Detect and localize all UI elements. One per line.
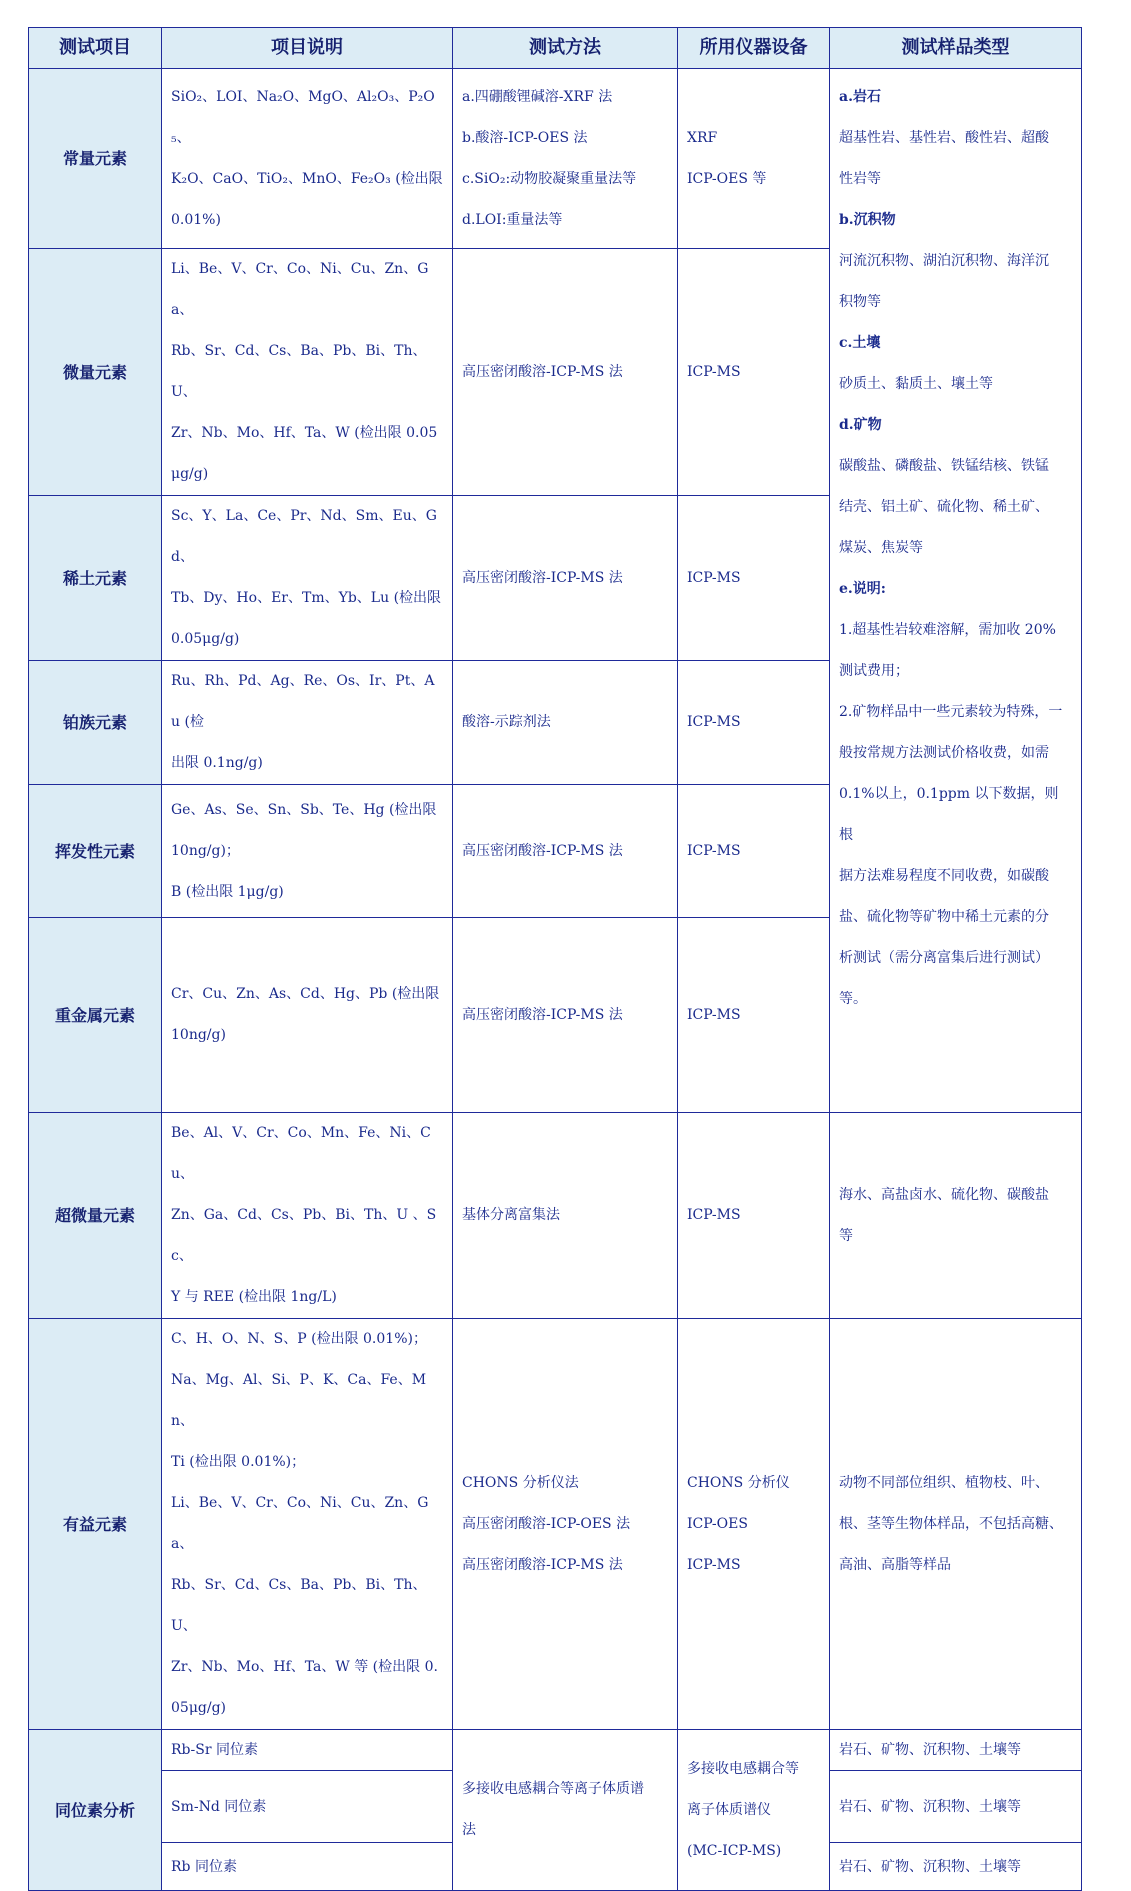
method-rare-earth (453, 496, 678, 661)
desc-line: Ru、Rh、Pd、Ag、Re、Os、Ir、Pt、Au (检 (171, 673, 435, 730)
method-line: 高压密闭酸溶-ICP-MS 法 (462, 1006, 623, 1023)
desc-line: K₂O、CaO、TiO₂、MnO、Fe₂O₃ (检出限 (171, 170, 443, 187)
samples-ultra-trace (830, 1113, 1082, 1319)
sample-category-text: 砂质土、黏质土、壤土等 (839, 376, 993, 392)
sample-category-text: 据方法难易程度不同收费，如碳酸 (839, 868, 1049, 884)
desc-beneficial (162, 1319, 453, 1730)
item-ultra-trace: 超微量元素 (29, 1113, 162, 1319)
sample-category-text: 煤炭、焦炭等 (839, 540, 923, 556)
table-row-beneficial (29, 1319, 1082, 1730)
instrument-line: ICP-MS (687, 363, 741, 380)
item-trace-elements: 微量元素 (29, 249, 162, 496)
samples-line: 等 (839, 1227, 853, 1244)
instrument-ultra-trace (678, 1113, 830, 1319)
item-volatile: 挥发性元素 (29, 785, 162, 918)
table-row-major-elements (29, 69, 1082, 249)
header-sample-type: 测试样品类型 (830, 28, 1082, 69)
sample-category-heading: d.矿物 (839, 417, 882, 433)
method-major-elements (453, 69, 678, 249)
method-line: d.LOI:重量法等 (462, 211, 563, 228)
header-description: 项目说明 (162, 28, 453, 69)
sample-category-text: 2.矿物样品中一些元素较为特殊，一 (839, 704, 1063, 720)
method-line: c.SiO₂:动物胶凝聚重量法等 (462, 170, 637, 187)
instrument-line: ICP-OES 等 (687, 170, 767, 187)
sample-category-text: 碳酸盐、磷酸盐、铁锰结核、铁锰 (839, 458, 1049, 474)
item-platinum-group: 铂族元素 (29, 661, 162, 785)
sample-category-text: 超基性岩、基性岩、酸性岩、超酸 (839, 130, 1049, 146)
desc-line: Zr、Nb、Mo、Hf、Ta、W (检出限 0.05μg/g) (171, 425, 438, 482)
isotope-samples: 岩石、矿物、沉积物、土壤等 (830, 1843, 1082, 1891)
desc-line: Zr、Nb、Mo、Hf、Ta、W 等 (检出限 0.05μg/g) (171, 1659, 438, 1716)
sample-category-text: 等。 (839, 991, 867, 1007)
header-method: 测试方法 (453, 28, 678, 69)
sample-category-text: 0.1%以上，0.1ppm 以下数据，则根 (839, 786, 1059, 843)
item-heavy-metals: 重金属元素 (29, 918, 162, 1113)
sample-category-heading: e.说明: (839, 581, 886, 597)
isotope-subitem: Rb 同位素 (162, 1843, 453, 1891)
desc-major-elements (162, 69, 453, 249)
instrument-beneficial (678, 1319, 830, 1730)
method-line: 高压密闭酸溶-ICP-MS 法 (462, 1556, 623, 1573)
samples-line: 海水、高盐卤水、硫化物、碳酸盐 (839, 1186, 1049, 1203)
sample-category-text: 结壳、铝土矿、硫化物、稀土矿、 (839, 499, 1049, 515)
desc-line: Rb、Sr、Cd、Cs、Ba、Pb、Bi、Th、U、 (171, 1577, 427, 1634)
method-line: 高压密闭酸溶-ICP-MS 法 (462, 842, 623, 859)
method-line: 基体分离富集法 (462, 1207, 560, 1223)
instrument-line: ICP-MS (687, 569, 741, 586)
desc-line: 10ng/g) (171, 1027, 226, 1043)
table-row-isotope-rb-sr (29, 1730, 1082, 1771)
desc-line: Ge、As、Se、Sn、Sb、Te、Hg (检出限 10ng/g)； (171, 801, 437, 859)
method-line: 酸溶-示踪剂法 (462, 714, 551, 730)
desc-line: Cr、Cu、Zn、As、Cd、Hg、Pb (检出限 (171, 986, 440, 1002)
desc-line: Na、Mg、Al、Si、P、K、Ca、Fe、Mn、 (171, 1372, 427, 1429)
method-line: 法 (462, 1822, 476, 1838)
method-ultra-trace (453, 1113, 678, 1319)
item-beneficial: 有益元素 (29, 1319, 162, 1730)
instrument-line: ICP-MS (687, 842, 741, 859)
samples-line: 动物不同部位组织、植物枝、叶、 (839, 1474, 1049, 1491)
desc-line: Tb、Dy、Ho、Er、Tm、Yb、Lu (检出限 (171, 590, 442, 606)
method-line: 高压密闭酸溶-ICP-MS 法 (462, 363, 623, 380)
desc-heavy-metals (162, 918, 453, 1113)
samples-line: 根、茎等生物体样品，不包括高糖、 (839, 1515, 1063, 1532)
instrument-rare-earth (678, 496, 830, 661)
desc-line: Y 与 REE (检出限 1ng/L) (171, 1289, 337, 1305)
desc-line: Be、Al、V、Cr、Co、Mn、Fe、Ni、Cu、 (171, 1125, 431, 1182)
desc-line: 出限 0.1ng/g) (171, 755, 263, 771)
desc-platinum-group (162, 661, 453, 785)
instrument-line: ICP-OES (687, 1515, 748, 1532)
isotope-samples: 岩石、矿物、沉积物、土壤等 (830, 1730, 1082, 1771)
sample-category-text: 河流沉积物、湖泊沉积物、海洋沉 (839, 253, 1049, 269)
sample-category-text: 般按常规方法测试价格收费，如需 (839, 745, 1049, 761)
instrument-platinum-group (678, 661, 830, 785)
desc-line: Zn、Ga、Cd、Cs、Pb、Bi、Th、U 、Sc、 (171, 1207, 437, 1264)
test-items-table (28, 27, 1082, 1891)
instrument-line: ICP-MS (687, 1207, 741, 1223)
sample-category-text: 1.超基性岩较难溶解，需加收 20% (839, 622, 1056, 638)
sample-category-text: 盐、硫化物等矿物中稀土元素的分 (839, 909, 1049, 925)
method-heavy-metals (453, 918, 678, 1113)
sample-category-text: 性岩等 (839, 171, 881, 187)
item-major-elements: 常量元素 (29, 69, 162, 249)
table-row-ultra-trace (29, 1113, 1082, 1319)
method-line: 高压密闭酸溶-ICP-OES 法 (462, 1515, 631, 1532)
shared-sample-types (830, 69, 1082, 1113)
method-line: a.四硼酸锂碱溶-XRF 法 (462, 88, 613, 105)
method-line: 多接收电感耦合等离子体质谱 (462, 1781, 644, 1797)
desc-line: 0.05μg/g) (171, 631, 240, 647)
method-line: CHONS 分析仪法 (462, 1474, 579, 1491)
instrument-line: (MC-ICP-MS) (687, 1842, 782, 1859)
isotope-samples: 岩石、矿物、沉积物、土壤等 (830, 1771, 1082, 1843)
method-platinum-group (453, 661, 678, 785)
sample-category-text: 析测试（需分离富集后进行测试） (839, 950, 1049, 966)
sample-category-text: 积物等 (839, 294, 881, 310)
desc-line: Rb、Sr、Cd、Cs、Ba、Pb、Bi、Th、U、 (171, 343, 427, 400)
method-line: b.酸溶-ICP-OES 法 (462, 129, 588, 146)
desc-volatile (162, 785, 453, 918)
method-isotope (453, 1730, 678, 1891)
samples-line: 高油、高脂等样品 (839, 1556, 951, 1573)
desc-line: SiO₂、LOI、Na₂O、MgO、Al₂O₃、P₂O₅、 (171, 88, 435, 146)
desc-ultra-trace (162, 1113, 453, 1319)
header-test-item: 测试项目 (29, 28, 162, 69)
method-beneficial (453, 1319, 678, 1730)
sample-category-heading: b.沉积物 (839, 212, 896, 228)
desc-line: 0.01%) (171, 211, 221, 228)
header-instrument: 所用仪器设备 (678, 28, 830, 69)
desc-line: B (检出限 1μg/g) (171, 883, 284, 900)
instrument-line: ICP-MS (687, 714, 741, 730)
sample-category-heading: a.岩石 (839, 89, 881, 105)
desc-line: C、H、O、N、S、P (检出限 0.01%)； (171, 1331, 427, 1347)
desc-rare-earth (162, 496, 453, 661)
instrument-line: 离子体质谱仪 (687, 1801, 771, 1818)
instrument-heavy-metals (678, 918, 830, 1113)
desc-line: Li、Be、V、Cr、Co、Ni、Cu、Zn、Ga、 (171, 1495, 429, 1552)
desc-trace-elements (162, 249, 453, 496)
instrument-volatile (678, 785, 830, 918)
isotope-subitem: Sm-Nd 同位素 (162, 1771, 453, 1843)
sample-category-heading: c.土壤 (839, 335, 881, 351)
desc-line: Sc、Y、La、Ce、Pr、Nd、Sm、Eu、Gd、 (171, 508, 437, 565)
instrument-trace-elements (678, 249, 830, 496)
header-row (29, 28, 1082, 69)
instrument-major-elements (678, 69, 830, 249)
samples-beneficial (830, 1319, 1082, 1730)
item-isotope: 同位素分析 (29, 1730, 162, 1891)
instrument-line: 多接收电感耦合等 (687, 1760, 799, 1777)
method-line: 高压密闭酸溶-ICP-MS 法 (462, 569, 623, 586)
instrument-line: CHONS 分析仪 (687, 1474, 790, 1491)
desc-line: Li、Be、V、Cr、Co、Ni、Cu、Zn、Ga、 (171, 261, 429, 318)
method-trace-elements (453, 249, 678, 496)
instrument-isotope (678, 1730, 830, 1891)
method-volatile (453, 785, 678, 918)
item-rare-earth: 稀土元素 (29, 496, 162, 661)
instrument-line: ICP-MS (687, 1006, 741, 1023)
isotope-subitem: Rb-Sr 同位素 (162, 1730, 453, 1771)
desc-line: Ti (检出限 0.01%)； (171, 1454, 306, 1470)
instrument-line: XRF (687, 129, 718, 146)
sample-category-text: 测试费用； (839, 663, 909, 679)
instrument-line: ICP-MS (687, 1556, 741, 1573)
